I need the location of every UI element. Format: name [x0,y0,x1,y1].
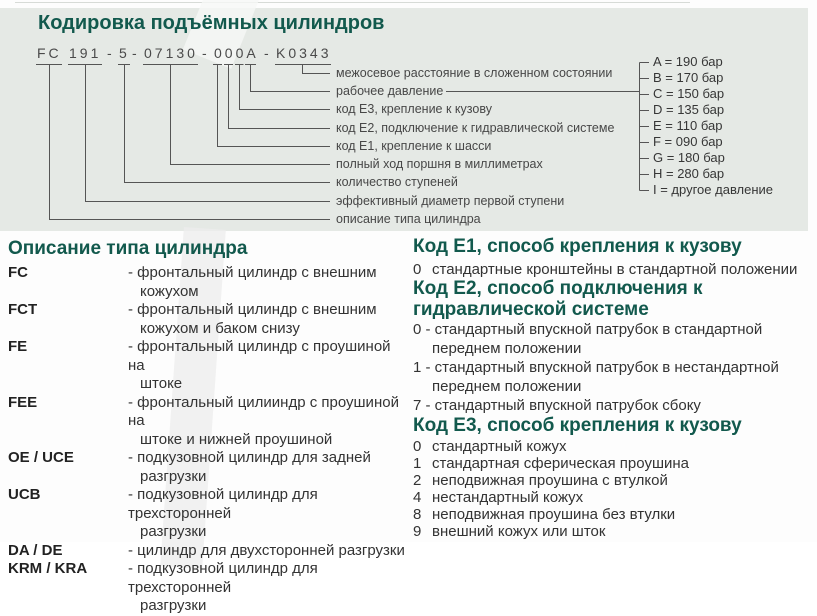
annotation-axle-distance: межосевое расстояние в сложенном состоянии [336,66,613,80]
type-desc: - подкузовной цилиндр для задней [128,449,371,466]
option-text-cont: переднем положении [432,378,582,395]
option-text-cont: переднем положении [432,340,582,357]
type-row [8,449,410,486]
code-e3-item [413,506,817,523]
option-text: 1 - стандартный впускной патрубок в нестандартной [413,359,779,376]
code-e2-item [413,358,817,396]
type-code: FC [8,264,28,281]
option-text: 7 - стандартный впускной патрубок сбоку [413,397,701,414]
codes-section [413,236,817,540]
type-row [8,338,410,394]
annotation-first-stage-dia: эффективный диаметр первой ступени [336,194,565,208]
pressure-option: I = другое давление [653,182,774,197]
annotation-cylinder-type: описание типа цилиндра [336,212,481,226]
option-number: 0 [413,438,422,455]
type-code: FEE [8,393,38,411]
annotation-stage-count: количество ступеней [336,175,458,189]
option-text: 0 - стандартный впускной патрубок в стандартной [413,321,763,338]
option-number: 9 [413,523,422,540]
option-text: нестандартный кожух [432,489,584,506]
option-text: стандартная сферическая проушина [432,455,689,472]
option-text: неподвижная проушина без втулки [432,506,676,523]
type-desc: - фронтальный цилиндр с проушиной на [128,338,391,374]
code-e3-list [413,438,817,540]
pressure-option: B = 170 бар [653,70,724,85]
annotation-pressure: рабочее давление [336,84,444,98]
code-e1-heading: Код Е1, способ крепления к кузову [413,236,742,257]
code-separator: - [107,45,115,61]
code-segment-stroke: 07130 [144,45,198,61]
type-row [8,560,410,616]
type-desc: - цилиндр для двухсторонней разгрузки [128,541,405,559]
option-text: неподвижная проушина с втулкой [432,472,668,489]
option-number: 1 [413,455,422,472]
code-e3-item [413,455,817,472]
type-code: FCT [8,301,38,318]
annotation-code-e3: код Е3, крепление к кузову [336,102,492,116]
code-segment-type: FC [37,45,62,61]
type-code: FE [8,338,28,355]
code-e3-item [413,523,817,540]
type-desc-cont: кожухом и баком снизу [140,319,300,337]
type-desc-cont: кожухом [140,282,199,300]
option-number: 4 [413,489,422,506]
type-row [8,301,410,338]
type-code: DA / DE [8,541,63,559]
code-separator: - [264,45,272,61]
code-e2-item [413,396,817,415]
code-e2-heading [413,279,817,320]
code-e1-item [413,260,817,279]
type-desc-cont: штоке [140,375,183,392]
type-row [8,486,410,542]
annotation-piston-stroke: полный ход поршня в миллиметрах [336,157,543,171]
option-text: стандартный кожух [432,438,567,455]
type-desc: - фронтальный цилиндр с внешним [128,301,377,318]
option-text: внешний кожух или шток [432,523,606,540]
code-segment-diameter: 191 [69,45,102,61]
pressure-option: D = 135 бар [653,102,725,117]
code-e2-item [413,320,817,358]
code-e3-heading: Код Е3, способ крепления к кузову [413,415,742,436]
option-number: 8 [413,506,422,523]
pressure-option: E = 110 бар [653,118,723,133]
annotation-code-e1: код Е1, крепление к шасси [336,139,492,153]
type-code: KRM / KRA [8,560,88,577]
type-code: OE / UCE [8,449,74,466]
cylinder-type-section [8,238,410,616]
type-desc-cont: разгрузки [140,523,207,540]
code-separator: - [202,45,210,61]
option-text: стандартные кронштейны в стандартной положении [432,261,798,278]
annotation-code-e2: код Е2, подключение к гидравлической системе [336,121,615,135]
type-desc-cont: штоке и нижней проушиной [140,430,333,448]
pressure-option: A = 190 бар [653,54,723,69]
pressure-option: H = 280 бар [653,166,725,181]
code-e2-heading-line2: гидравлической системе [413,298,649,320]
type-row [8,264,410,301]
cylinder-type-heading: Описание типа цилиндра [8,238,248,259]
code-segment-options: 000A [214,45,259,61]
pressure-option: G = 180 бар [653,150,725,165]
code-e3-item [413,472,817,489]
code-e3-item [413,489,817,506]
type-desc-cont: разгрузки [140,597,207,614]
code-segment-stages: 5 [119,45,130,61]
pressure-option: C = 150 бар [653,86,725,101]
code-e2-heading-line1: Код Е2, способ подключения к [413,278,703,299]
type-desc: - фронтальный цилииндр с проушиной на [128,393,399,429]
pressure-option: F = 090 бар [653,134,723,149]
option-number: 2 [413,472,422,489]
type-desc-cont: разгрузки [140,467,207,485]
code-segment-distance: K0343 [276,45,332,61]
type-desc: - фронтальный цилиндр с внешним [128,264,377,281]
option-number: 0 [413,261,422,278]
type-row [8,542,410,561]
type-desc: - подкузовной цилиндр для трехсторонней [128,486,318,522]
elbow-connectors [50,65,331,220]
type-desc: - подкузовной цилиндр для трехсторонней [128,560,318,596]
code-e3-item [413,438,817,455]
page-title: Кодировка подъёмных цилиндров [38,12,385,34]
type-code: UCB [8,486,41,503]
code-separator: - [132,45,140,61]
type-row [8,394,410,450]
